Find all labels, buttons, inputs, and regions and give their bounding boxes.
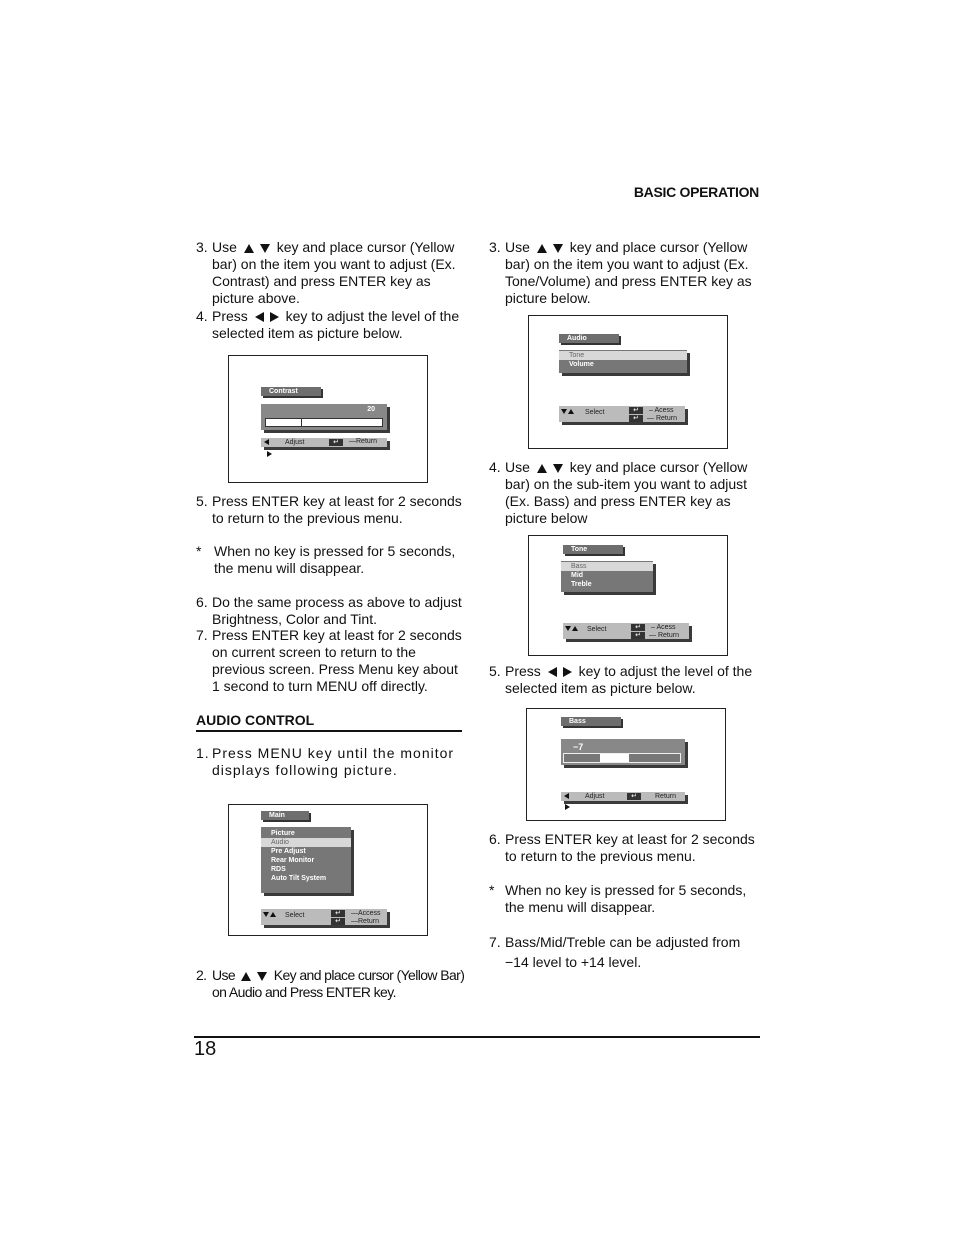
right-arrow-icon <box>267 451 272 457</box>
enter-key-icon: ↵ <box>629 415 643 422</box>
menu-item[interactable]: Picture <box>271 830 295 837</box>
up-arrow-icon <box>537 464 547 473</box>
hint-bar: Select ↵ ↵ – Acess — Return <box>563 623 689 639</box>
section-header: BASIC OPERATION <box>633 184 759 200</box>
enter-key-icon: ↵ <box>631 632 645 639</box>
left-arrow-icon <box>564 793 569 799</box>
step-7-left: 7. Press ENTER key at least for 2 seconds on current screen to return to the previous screen. Press Menu key about 1 second to turn MENU off directly. <box>196 627 462 694</box>
down-arrow-icon <box>257 972 267 981</box>
audio-step-1: 1. Press MENU key until the monitor displays following picture. <box>196 745 455 778</box>
menu-item[interactable]: Audio <box>261 838 351 847</box>
hint-bar: Adjust ↵ Return <box>561 792 685 801</box>
audio-step-2: 2. Use Key and place cursor (Yellow Bar) on Audio and Press ENTER key. <box>196 967 465 1000</box>
main-osd-screen <box>228 804 428 936</box>
down-arrow-icon <box>553 464 563 473</box>
down-arrow-icon <box>561 409 567 414</box>
level-panel <box>561 739 685 765</box>
level-panel <box>261 404 387 430</box>
step-5-left: 5. Press ENTER key at least for 2 seconds to return to the previous menu. <box>196 493 462 526</box>
step-4-right: 4. Use key and place cursor (Yellow bar) on the sub-item you want to adjust (Ex. Bass) and press ENTER key as picture below <box>489 459 748 526</box>
step-3-left: 3. Use key and place cursor (Yellow bar) on the item you want to adjust (Ex. Contrast) and press ENTER key as picture above. <box>196 239 456 306</box>
level-track <box>563 753 681 763</box>
level-value: −7 <box>573 742 584 752</box>
note-left: * When no key is pressed for 5 seconds, the menu will disappear. <box>196 543 456 576</box>
menu-item[interactable]: Volume <box>569 361 594 368</box>
down-arrow-icon <box>263 912 269 917</box>
up-arrow-icon <box>568 409 574 414</box>
menu-panel <box>261 827 351 893</box>
level-fill <box>266 419 302 426</box>
right-arrow-icon <box>270 312 279 322</box>
bass-osd-screen <box>526 708 726 821</box>
up-arrow-icon <box>241 972 251 981</box>
menu-item[interactable]: Tone <box>559 351 687 360</box>
osd-title: Audio <box>559 334 619 343</box>
left-arrow-icon <box>264 439 269 445</box>
tone-osd-screen <box>528 535 728 656</box>
up-arrow-icon <box>572 626 578 631</box>
hint-bar: Select ↵ ↵ —Access —Return <box>261 909 387 925</box>
step-4-left: 4. Press key to adjust the level of the selected item as picture below. <box>196 308 460 341</box>
menu-item[interactable]: Rear Monitor <box>271 857 315 864</box>
menu-panel <box>561 561 653 592</box>
step-7-right: 7. Bass/Mid/Treble can be adjusted from −14 level to +14 level. <box>489 934 741 970</box>
hint-bar: Adjust ↵ —Return <box>261 438 387 447</box>
osd-title: Tone <box>563 545 623 554</box>
note-right: * When no key is pressed for 5 seconds, the menu will disappear. <box>489 882 747 915</box>
audio-control-title: AUDIO CONTROL <box>196 712 315 728</box>
menu-item[interactable]: Treble <box>571 581 592 588</box>
step-3-right: 3. Use key and place cursor (Yellow bar) on the item you want to adjust (Ex. Tone/Volume) and press ENTER key as picture below. <box>489 239 752 306</box>
step-6-left: 6. Do the same process as above to adjust Brightness, Color and Tint. <box>196 594 462 627</box>
right-arrow-icon <box>565 804 570 810</box>
audio-osd-screen <box>528 315 728 449</box>
enter-key-icon: ↵ <box>627 793 641 800</box>
enter-key-icon: ↵ <box>331 910 345 917</box>
menu-item[interactable]: Pre Adjust <box>271 848 306 855</box>
contrast-osd-screen <box>228 355 428 483</box>
enter-key-icon: ↵ <box>329 439 343 446</box>
enter-key-icon: ↵ <box>631 624 645 631</box>
down-arrow-icon <box>565 626 571 631</box>
step-6-right: 6. Press ENTER key at least for 2 seconds to return to the previous menu. <box>489 831 755 864</box>
section-rule <box>196 730 462 732</box>
footer-rule <box>194 1036 760 1038</box>
level-track <box>265 418 383 427</box>
menu-item[interactable]: RDS <box>271 866 286 873</box>
left-arrow-icon <box>548 667 557 677</box>
up-arrow-icon <box>244 244 254 253</box>
down-arrow-icon <box>553 244 563 253</box>
left-arrow-icon <box>255 312 264 322</box>
menu-item[interactable]: Bass <box>561 562 653 571</box>
up-arrow-icon <box>537 244 547 253</box>
enter-key-icon: ↵ <box>331 918 345 925</box>
hint-bar: Select ↵ ↵ – Acess — Return <box>559 406 685 422</box>
page-number: 18 <box>194 1038 217 1060</box>
osd-title: Main <box>261 811 309 820</box>
up-arrow-icon <box>270 912 276 917</box>
down-arrow-icon <box>260 244 270 253</box>
right-arrow-icon <box>563 667 572 677</box>
osd-title: Contrast <box>261 387 321 396</box>
menu-item[interactable]: Mid <box>571 572 584 579</box>
menu-item[interactable]: Auto Tilt System <box>271 875 327 882</box>
step-5-right: 5. Press key to adjust the level of the selected item as picture below. <box>489 663 753 696</box>
level-fill <box>600 754 629 762</box>
enter-key-icon: ↵ <box>629 407 643 414</box>
menu-panel <box>559 350 687 373</box>
osd-title: Bass <box>561 717 621 726</box>
level-value: 20 <box>367 406 375 413</box>
